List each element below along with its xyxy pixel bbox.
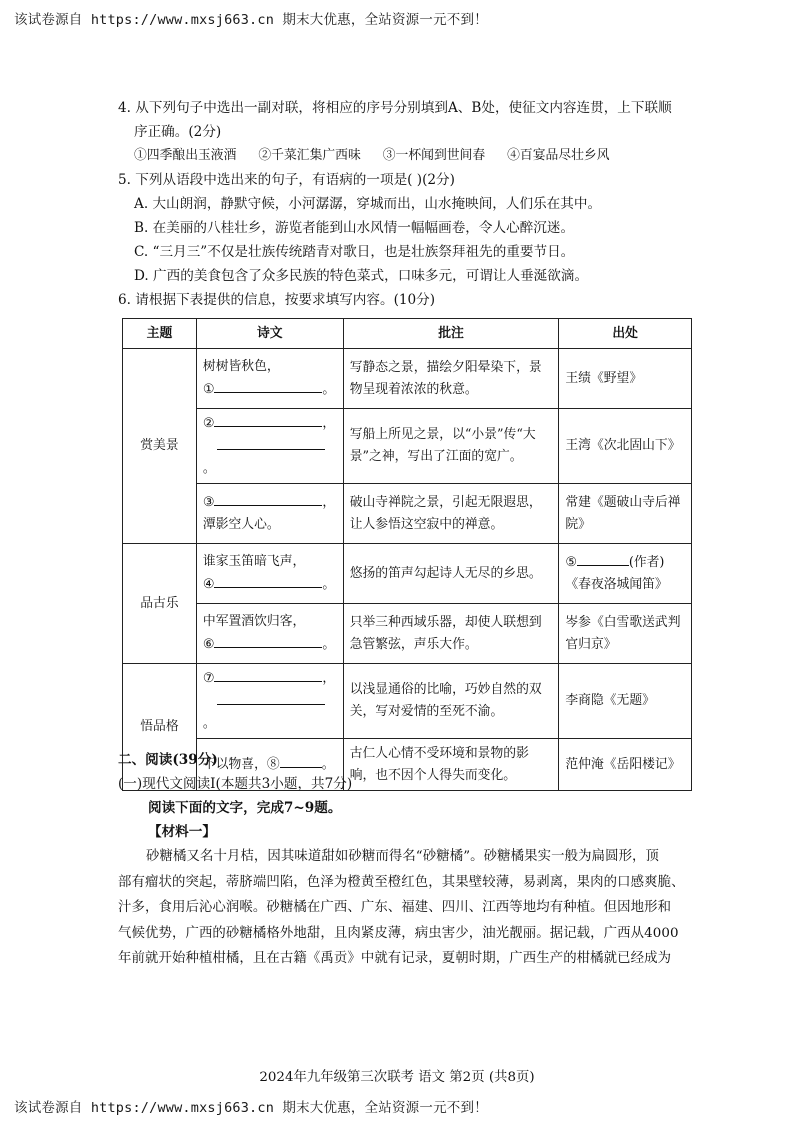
page-footer: 2024年九年级第三次联考 语文 第2页 (共8页) [259,1070,535,1085]
q5-option-d: D. 广西的美食包含了众多民族的特色菜式，口味多元，可谓让人垂涎欲滴。 [134,268,589,284]
blank-number: ⑦ [202,671,215,686]
poem-cell [196,484,343,544]
answer-blank[interactable] [214,667,322,682]
poetry-table [122,318,692,791]
poem-blank-line: 不以物喜，⑧ 。 [203,753,337,776]
reading-section [118,748,718,972]
header-poem: 诗文 [196,319,343,349]
passage-line: 砂糖橘又名十月桔，因其味道甜如砂糖而得名“砂糖橘”。砂糖橘果实一般为扁圆形，顶 [146,849,660,864]
header-note: 批注 [343,319,559,349]
poem-blank-line: 。 [203,435,337,480]
q4-stem-line1: 4. 从下列句子中选出一副对联，将相应的序号分别填到A、B处，使征文内容连贯，上下联顺 [118,100,672,116]
table-row [123,484,692,544]
table-row [123,544,692,604]
poem-blank-line: ⑦ ， [203,667,337,690]
q6-stem: 6. 请根据下表提供的信息，按要求填写内容。(10分) [118,292,436,308]
blank-number: ④ [202,577,215,592]
poem-line: 树树皆秋色， [202,359,280,374]
q4-stem-line2: 序正确。(2分) [134,124,222,140]
poem-cell [196,544,343,604]
poem-cell [196,349,343,409]
q4-options [118,144,698,168]
poem-blank-line: ③ ， [203,491,337,514]
note-cell: 以浅显通俗的比喻，巧妙自然的双关，写对爱情的至死不渝。 [343,664,559,739]
source-cell [559,544,692,604]
top-banner: 该试卷源自 https://www.mxsj663.cn 期末大优惠，全站资源一元不到！ [14,12,488,28]
header-source: 出处 [559,319,692,349]
poem-blank-line: ② ， [203,412,337,435]
source-cell: 李商隐《无题》 [559,664,692,739]
q4-option-1: ①四季酿出玉液酒 [134,148,237,163]
poem-line: 中军置酒饮归客， [202,614,306,629]
note-cell: 写船上所见之景，以“小景”传“大景”之神，写出了江面的宽广。 [343,409,559,484]
passage-line: 部有瘤状的突起，蒂脐端凹陷，色泽为橙黄至橙红色，其果壁较薄，易剥离，果肉的口感爽脆、 [118,874,685,890]
answer-blank[interactable] [214,378,322,393]
source-title: 《春夜洛城闻笛》 [565,577,668,592]
theme-character: 悟品格 [123,664,197,791]
passage-line: 气候优势，广西的砂糖橘格外地甜，且肉紧皮薄，病虫害少，油光靓丽。据记载，广西从4000 [118,925,679,941]
bottom-banner: 该试卷源自 https://www.mxsj663.cn 期末大优惠，全站资源一元不到！ [14,1100,488,1116]
blank-number: ① [202,382,215,397]
blank-number: ⑥ [202,637,215,652]
poem-blank-line: ① 。 [203,378,337,401]
answer-blank[interactable] [214,633,322,648]
blank-number: ⑤ [565,555,577,570]
q4-option-3: ③一杯闻到世间春 [382,148,486,163]
note-cell: 只举三种西域乐器，却使人联想到急管繁弦，声乐大作。 [343,604,559,664]
blank-number: ③ [202,495,215,510]
poem-line: 谁家玉笛暗飞声， [202,554,306,569]
questions-section [118,96,698,312]
blank-number: 不以物喜，⑧ [202,757,280,772]
note-cell: 破山寺禅院之景，引起无限遐思，让人参悟这空寂中的禅意。 [343,484,559,544]
answer-blank[interactable] [214,412,322,427]
answer-blank[interactable] [577,551,629,566]
poem-cell [196,604,343,664]
source-blank-line [565,551,685,574]
note-cell: 悠扬的笛声勾起诗人无尽的乡思。 [343,544,559,604]
source-cell: 王湾《次北固山下》 [559,409,692,484]
q5-option-c: C. “三月三”不仅是壮族传统踏青对歌日，也是壮族祭拜祖先的重要节日。 [134,244,575,260]
q4-option-2: ②千菜汇集广西味 [258,148,361,163]
answer-blank[interactable] [214,491,322,506]
table-row [123,349,692,409]
reading-instruction: 阅读下面的文字，完成7~9题。 [148,800,342,816]
theme-scenery: 赏美景 [123,349,197,544]
source-cell: 王绩《野望》 [559,349,692,409]
subsection-title: (一)现代文阅读Ⅰ(本题共3小题，共7分) [118,776,353,792]
note-cell: 写静态之景，描绘夕阳晕染下，景物呈现着浓浓的秋意。 [343,349,559,409]
q5-option-a: A. 大山朗润，静默守候，小河潺潺，穿城而出，山水掩映间，人们乐在其中。 [134,196,602,212]
q5-option-b: B. 在美丽的八桂壮乡，游览者能到山水风情一幅幅画卷，令人心醉沉迷。 [134,220,575,236]
blank-number: ② [202,416,215,431]
poem-blank-line: ④ 。 [203,573,337,596]
table-row [123,664,692,739]
poem-cell [196,409,343,484]
q5-stem: 5. 下列从语段中选出来的句子，有语病的一项是( )(2分) [118,172,455,188]
poem-line: 潭影空人心。 [202,517,280,532]
header-theme: 主题 [123,319,197,349]
passage-line: 年前就开始种植柑橘，且在古籍《禹贡》中就有记录，夏朝时期，广西生产的柑橘就已经成为 [118,951,672,966]
table-row [123,604,692,664]
answer-blank[interactable] [217,690,325,705]
passage-line: 汁多，食用后沁心润喉。砂糖橘在广西、广东、福建、四川、江西等地均有种植。但因地形和 [118,900,672,915]
table-row [123,409,692,484]
section-title: 二、阅读(39分) [118,752,218,768]
theme-music: 品古乐 [123,544,197,664]
answer-blank[interactable] [217,435,325,450]
answer-blank[interactable] [214,573,322,588]
author-hint: (作者) [628,555,665,570]
poem-blank-line: ⑥ 。 [203,633,337,656]
material-label: 【材料一】 [148,824,216,840]
table-header-row [123,319,692,349]
source-cell: 常建《题破山寺后禅院》 [559,484,692,544]
source-cell: 岑参《白雪歌送武判官归京》 [559,604,692,664]
poem-cell [196,664,343,739]
poem-blank-line: 。 [203,690,337,735]
note-cell: 古仁人心情不受环境和景物的影响，也不因个人得失而变化。 [343,739,559,791]
q4-option-4: ④百宴品尽壮乡风 [507,148,610,163]
source-cell: 范仲淹《岳阳楼记》 [559,739,692,791]
